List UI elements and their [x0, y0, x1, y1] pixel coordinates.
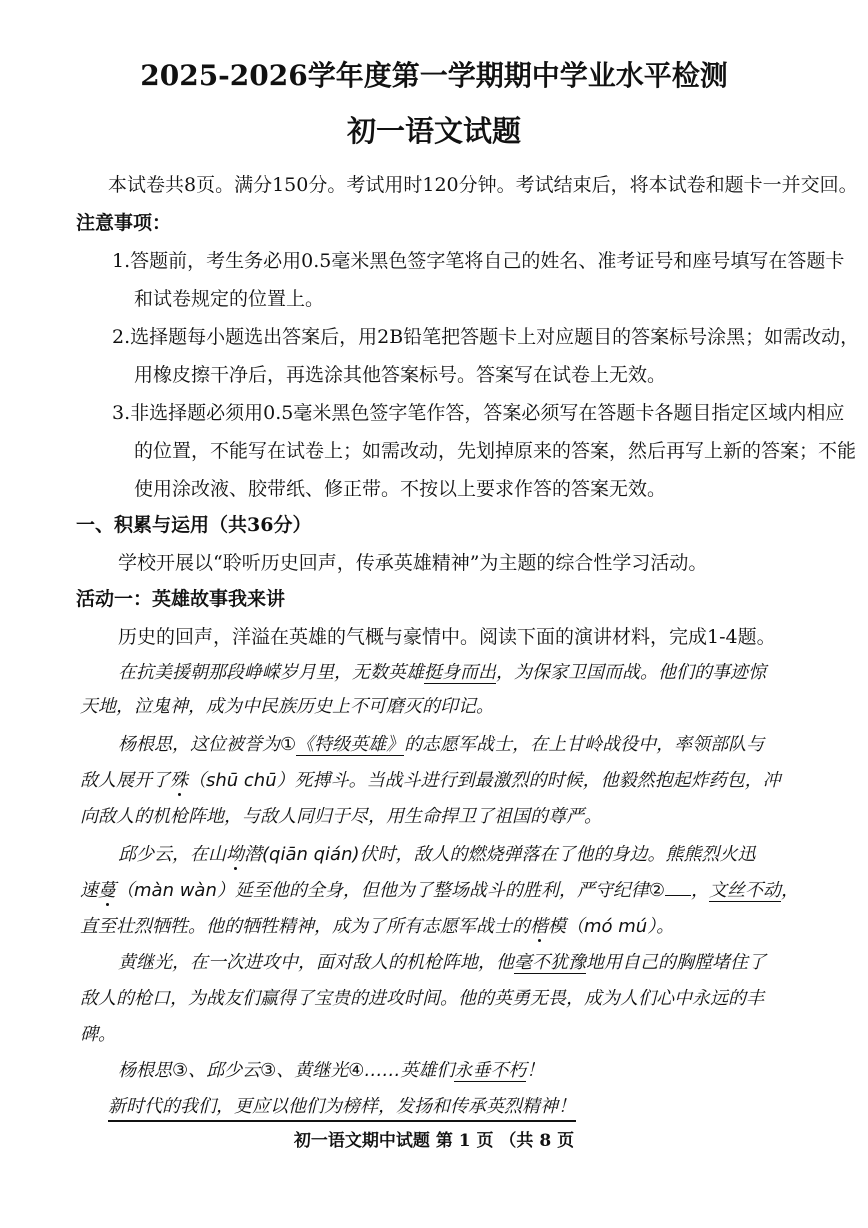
underlined-title: 《特级英雄》	[296, 734, 405, 755]
dotted-character: 坳	[226, 844, 244, 865]
activity-title: 活动一：英雄故事我来讲	[76, 588, 286, 610]
notice-title: 注意事项：	[76, 212, 172, 234]
underlined-phrase: 毫不犹豫	[514, 952, 586, 973]
speech-paragraph-1-line-2: 天地，泣鬼神，成为中民族历史上不可磨灭的印记。	[80, 696, 494, 717]
speech-paragraph-2-line-2: 敌人展开了殊（shū chū）死搏斗。当战斗进行到最激烈的时候，他毅然抱起炸药包，冲	[80, 770, 781, 791]
speech-paragraph-6: 新时代的我们，更应以他们为榜样，发扬和传承英烈精神！	[108, 1094, 576, 1122]
speech-paragraph-4-line-2: 敌人的枪口，为战友们赢得了宝贵的进攻时间。他的英勇无畏，成为人们心中永远的丰	[80, 988, 764, 1009]
speech-paragraph-4-line-3: 碑。	[80, 1024, 116, 1045]
notice-item-2-line-1: 2.选择题每小题选出答案后，用2B铅笔把答题卡上对应题目的答案标号涂黑；如需改动，	[112, 326, 860, 348]
section-heading: 一、积累与运用（共36分）	[76, 514, 312, 536]
activity-intro: 历史的回声，洋溢在英雄的气概与豪情中。阅读下面的演讲材料，完成1-4题。	[118, 626, 776, 648]
speech-paragraph-3-line-3: 直至壮烈牺牲。他的牺牲精神，成为了所有志愿军战士的楷模（mó mú）。	[80, 916, 675, 937]
exam-subtitle: 初一语文试题	[346, 114, 521, 148]
notice-item-1-line-2: 和试卷规定的位置上。	[134, 288, 325, 310]
notice-item-3-line-1: 3.非选择题必须用0.5毫米黑色签字笔作答，答案必须写在答题卡各题目指定区域内相应	[112, 402, 845, 424]
exam-title: 2025-2026学年度第一学期期中学业水平检测	[140, 59, 728, 92]
underlined-phrase: 文丝不动	[709, 880, 781, 901]
dotted-character: 蔓	[98, 880, 116, 901]
fill-in-blank	[665, 895, 691, 896]
speech-paragraph-4-line-1: 黄继光，在一次进攻中，面对敌人的机枪阵地，他毫不犹豫地用自己的胸膛堵住了	[118, 952, 766, 973]
speech-paragraph-2-line-1: 杨根思，这位被誉为①《特级英雄》的志愿军战士，在上甘岭战役中，率领部队与	[118, 734, 765, 755]
page-footer: 初一语文期中试题 第 1 页 （共 8 页	[293, 1131, 575, 1151]
speech-paragraph-2-line-3: 向敌人的机枪阵地，与敌人同归于尽，用生命捍卫了祖国的尊严。	[80, 806, 602, 827]
speech-paragraph-1-line-1: 在抗美援朝那段峥嵘岁月里，无数英雄挺身而出，为保家卫国而战。他们的事迹惊	[118, 662, 766, 683]
exam-intro: 本试卷共8页。满分150分。考试用时120分钟。考试结束后，将本试卷和题卡一并交回。	[108, 174, 858, 196]
notice-item-3-line-2: 的位置，不能写在试卷上；如需改动，先划掉原来的答案，然后再写上新的答案；不能	[134, 440, 857, 462]
underlined-phrase: 永垂不朽	[454, 1060, 527, 1081]
dotted-character: 殊	[170, 770, 188, 791]
notice-item-2-line-2: 用橡皮擦干净后，再选涂其他答案标号。答案写在试卷上无效。	[134, 364, 667, 386]
underlined-phrase: 挺身而出	[424, 662, 496, 683]
notice-item-3-line-3: 使用涂改液、胶带纸、修正带。不按以上要求作答的答案无效。	[134, 478, 667, 500]
speech-paragraph-3-line-1: 邱少云，在山坳潜(qiān qián)伏时，敌人的燃烧弹落在了他的身边。熊熊烈火迅	[118, 844, 756, 865]
dotted-character: 楷	[530, 916, 548, 937]
speech-paragraph-5: 杨根思③、邱少云③、黄继光④……英雄们永垂不朽！	[118, 1060, 545, 1081]
section-intro: 学校开展以“聆听历史回声，传承英雄精神”为主题的综合性学习活动。	[118, 552, 708, 574]
notice-item-1-line-1: 1.答题前，考生务必用0.5毫米黑色签字笔将自己的姓名、准考证号和座号填写在答题卡	[112, 250, 845, 272]
speech-paragraph-3-line-2: 速蔓（màn wàn）延至他的全身，但他为了整场战斗的胜利，严守纪律② ，文丝不动，	[80, 880, 799, 901]
